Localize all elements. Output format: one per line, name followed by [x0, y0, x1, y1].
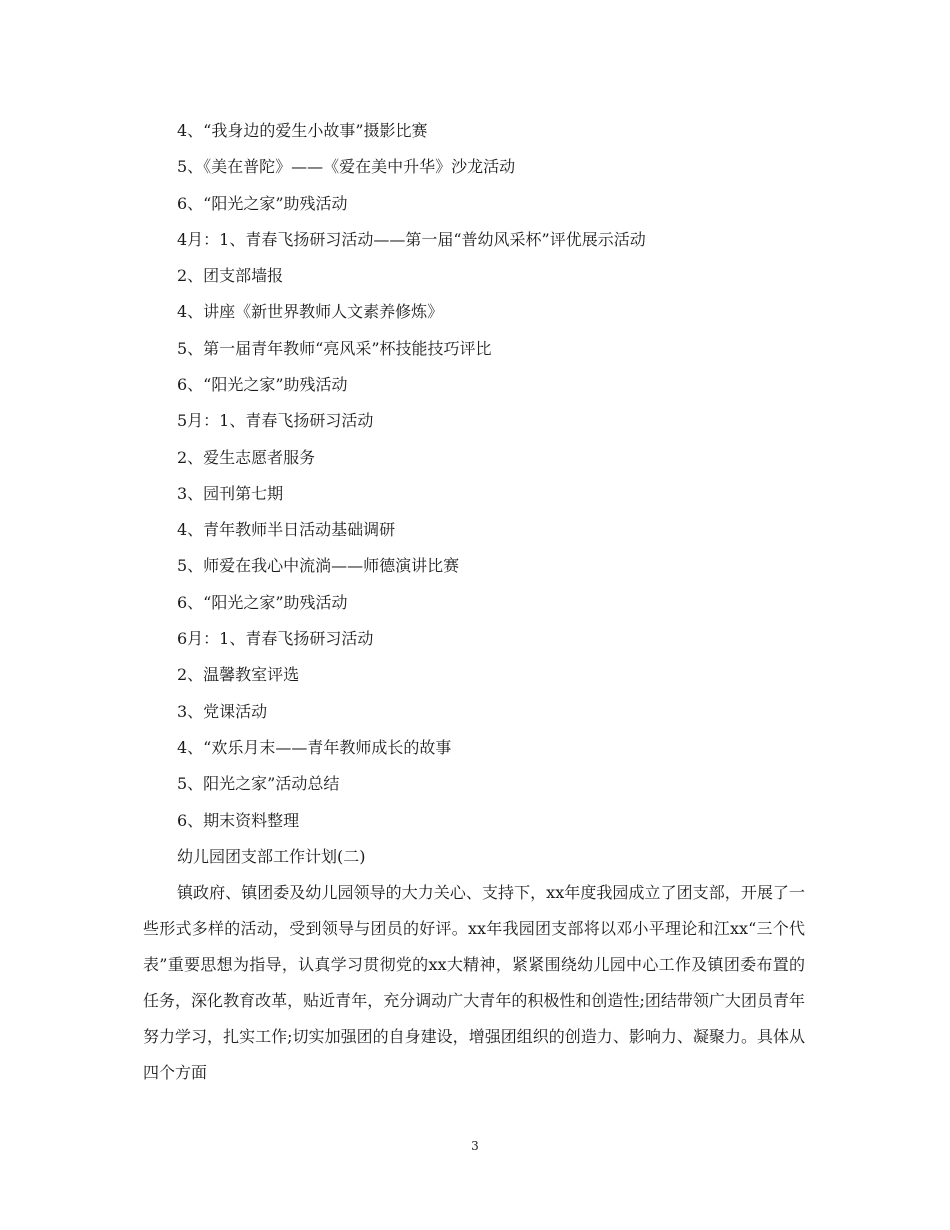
- list-line: 6月：1、青春飞扬研习活动: [177, 629, 374, 648]
- list-line: 4月：1、青春飞扬研习活动——第一届“普幼风采杯”评优展示活动: [177, 230, 646, 249]
- list-line: 6、“阳光之家”助残活动: [177, 375, 348, 394]
- list-line: 4、“欢乐月末——青年教师成长的故事: [177, 738, 452, 757]
- section-heading: 幼儿园团支部工作计划(二): [177, 847, 366, 866]
- list-line: 4、讲座《新世界教师人文素养修炼》: [177, 302, 444, 321]
- list-line: 4、“我身边的爱生小故事”摄影比赛: [177, 121, 428, 140]
- list-line: 2、温馨教室评选: [177, 665, 300, 684]
- list-line: 2、团支部墙报: [177, 266, 284, 285]
- list-line: 5、《美在普陀》——《爱在美中升华》沙龙活动: [177, 157, 516, 176]
- list-line: 5月：1、青春飞扬研习活动: [177, 411, 374, 430]
- list-line: 6、“阳光之家”助残活动: [177, 593, 348, 612]
- list-line: 5、阳光之家”活动总结: [177, 774, 340, 793]
- list-line: 5、第一届青年教师“亮风采”杯技能技巧评比: [177, 339, 492, 358]
- list-line: 5、师爱在我心中流淌——师德演讲比赛: [177, 556, 460, 575]
- body-paragraph: 镇政府、镇团委及幼儿园领导的大力关心、支持下，xx年度我园成立了团支部，开展了一些形式多样的活动，受到领导与团员的好评。xx年我园团支部将以邓小平理论和江xx“三个代表”重要思想为指导，认真学习贯彻党的xx大精神，紧紧围绕幼儿园中心工作及镇团委布置的任务，深化教育改革，贴近青年，充分调动广大青年的积极性和创造性;团结带领广大团员青年努力学习，扎实工作;切实加强团的自身建设，增强团组织的创造力、影响力、凝聚力。具体从四个方面: [143, 883, 805, 1082]
- list-line: 2、爱生志愿者服务: [177, 448, 316, 467]
- page-number: 3: [471, 1139, 479, 1153]
- list-line: 3、园刊第七期: [177, 484, 284, 503]
- list-line: 6、期末资料整理: [177, 811, 300, 830]
- list-line: 4、青年教师半日活动基础调研: [177, 520, 396, 539]
- list-line: 6、“阳光之家”助残活动: [177, 194, 348, 213]
- list-line: 3、党课活动: [177, 702, 268, 721]
